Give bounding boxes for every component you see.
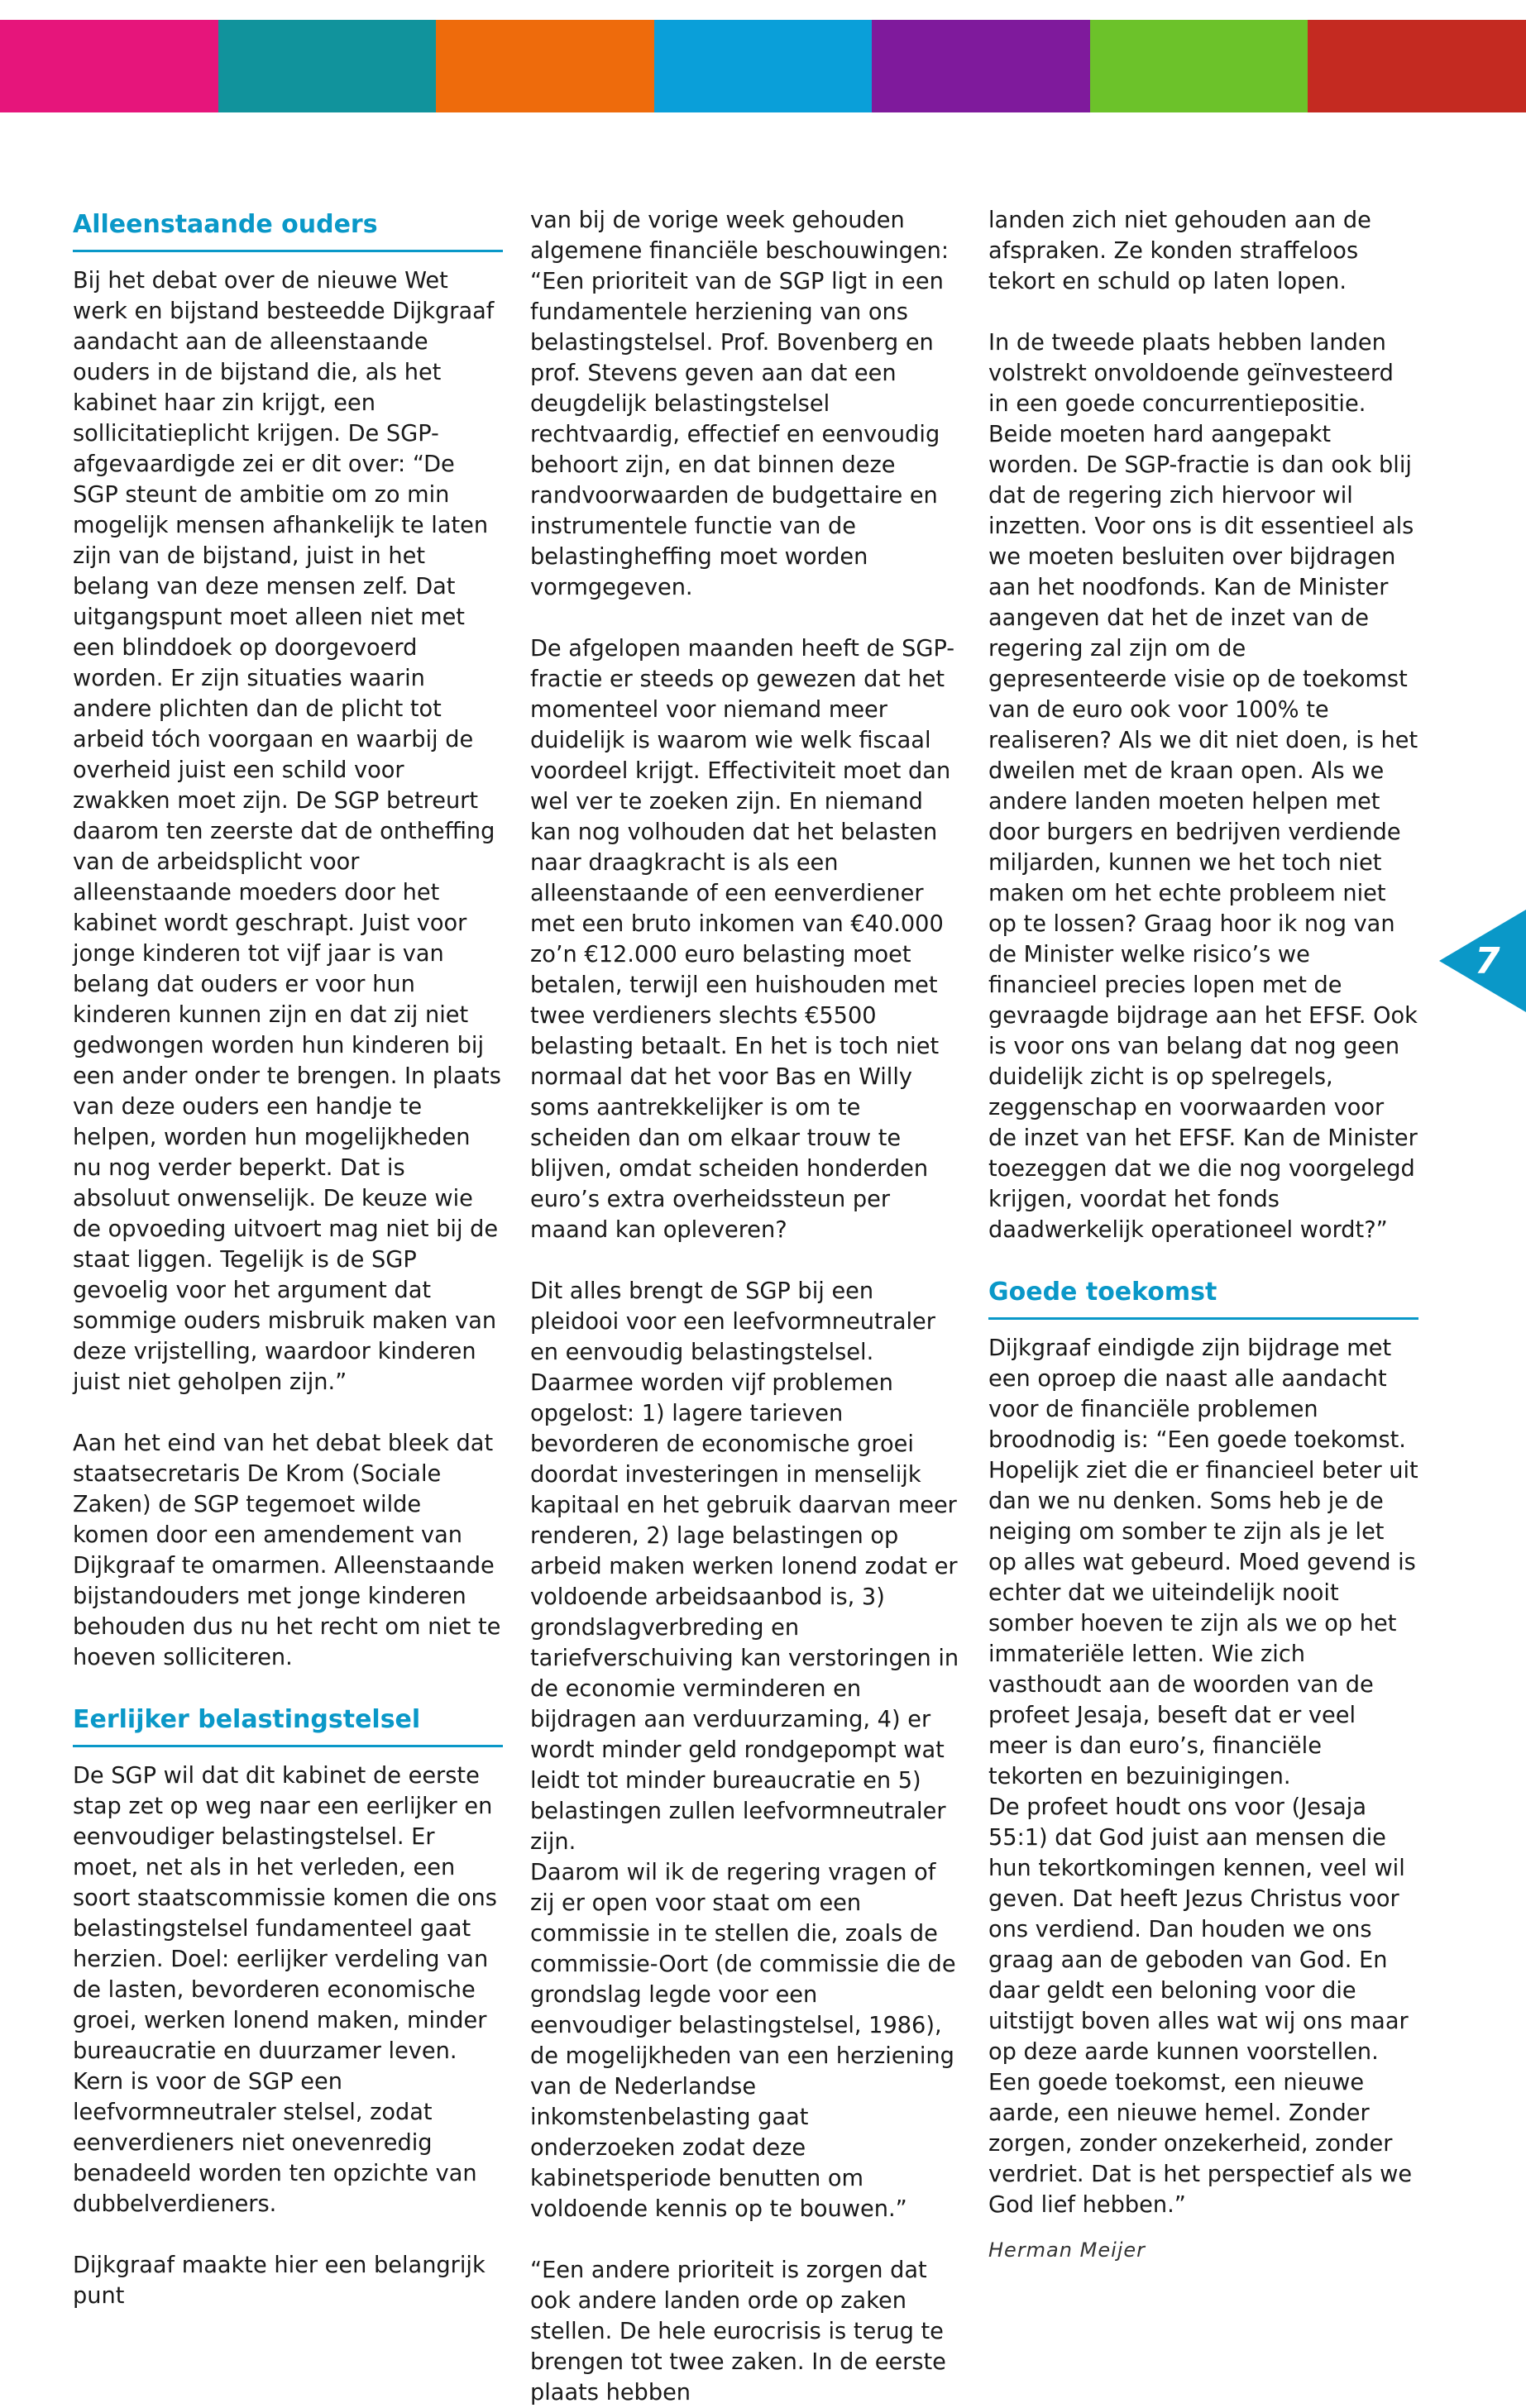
article-column-1	[73, 205, 503, 2311]
page-number: 7	[1475, 940, 1500, 982]
color-segment-purple	[872, 20, 1090, 112]
paragraph: De SGP wil dat dit kabinet de eerste stap zet op weg naar een eerlijker en eenvoudiger belastingstelsel. Er moet, net als in het verleden, een soort staatscommissie komen die ons belastingstelsel fundamenteel gaat herzien. Doel: eerlijker verdeling van de lasten, bevorderen economische groei, werken lonend maken, minder bureaucratie en duurzamer leven. Kern is voor de SGP een leefvormneutraler stelsel, zodat eenverdieners niet onevenredig benadeeld worden ten opzichte van dubbelverdieners.	[73, 1763, 497, 2217]
color-segment-orange	[436, 20, 654, 112]
article-column-3	[988, 205, 1418, 2266]
color-segment-teal	[218, 20, 437, 112]
color-segment-red	[1308, 20, 1526, 112]
top-color-bar	[0, 20, 1526, 112]
paragraph: In de tweede plaats hebben landen volstrekt onvoldoende geïnvesteerd in een goede concurrentiepositie. Beide moeten hard aangepakt worden. De SGP-fractie is dan ook blij dat de regering zich hiervoor wil inzetten. Voor ons is dit essentieel als we moeten besluiten over bijdragen aan het noodfonds. Kan de Minister aangeven dat het de inzet van de regering zal zijn om de gepresenteerde visie op de toekomst van de euro ook voor 100% te realiseren? Als we dit niet doen, is het dweilen met de kraan open. Als we andere landen moeten helpen met door burgers en bedrijven verdiende miljarden, kunnen we het toch niet maken om het echte probleem niet op te lossen? Graag hoor ik nog van de Minister welke risico’s we financieel precies lopen met de gevraagde bijdrage aan het EFSF. Ook is voor ons van belang dat nog geen duidelijk zicht is op spelregels, zeggenschap en voorwaarden voor de inzet van het EFSF. Kan de Minister toezeggen dat we die nog voorgelegd krijgen, voordat het fonds daadwerkelijk operationeel wordt?”	[988, 330, 1418, 1243]
article-column-2	[530, 205, 960, 2408]
paragraph: Aan het eind van het debat bleek dat staatsecretaris De Krom (Sociale Zaken) de SGP tegemoet wilde komen door een amendement van Dijkgraaf te omarmen. Alleenstaande bijstandouders met jonge kinderen behouden dus nu het recht om niet te hoeven solliciteren.	[73, 1431, 501, 1670]
paragraph: Daarom wil ik de regering vragen of zij er open voor staat om een commissie in te stellen die, zoals de commissie-Oort (de commissie die de grondslag legde voor een eenvoudiger belastingstelsel, 1986), de mogelijkheden van een herziening van de Nederlandse inkomstenbelasting gaat onderzoeken zodat deze kabinetsperiode benutten om voldoende kennis op te bouwen.”	[530, 1860, 956, 2222]
paragraph: landen zich niet gehouden aan de afspraken. Ze konden straffeloos tekort en schuld op laten lopen.	[988, 208, 1371, 294]
paragraph: Dijkgraaf eindigde zijn bijdrage met een oproep die naast alle aandacht voor de financiële problemen broodnodig is: “Een goede toekomst. Hopelijk ziet die er financieel beter uit dan we nu denken. Soms heb je de neiging om somber te zijn als je let op alles wat gebeurd. Moed gevend is echter dat we uiteindelijk nooit somber hoeven te zijn als we op het immateriële letten. Wie zich vasthoudt aan de woorden van de profeet Jesaja, beseft dat er veel meer is dan euro’s, financiële tekorten en bezuinigingen.	[988, 1335, 1418, 1789]
paragraph: Bij het debat over de nieuwe Wet werk en bijstand besteedde Dijkgraaf aandacht aan de alleenstaande ouders in de bijstand die, als het kabinet haar zin krijgt, een sollicitatieplicht krijgen. De SGP-afgevaardigde zei er dit over: “De SGP steunt de ambitie om zo min mogelijk mensen afhankelijk te laten zijn van de bijstand, juist in het belang van deze mensen zelf. Dat uitgangspunt moet alleen niet met een blinddoek op doorgevoerd worden. Er zijn situaties waarin andere plichten dan de plicht tot arbeid tóch voorgaan en waarbij de overheid juist een schild voor zwakken moet zijn. De SGP betreurt daarom ten zeerste dat de ontheffing van de arbeidsplicht voor alleenstaande moeders door het kabinet wordt geschrapt. Juist voor jonge kinderen tot vijf jaar is van belang dat ouders er voor hun kinderen kunnen zijn en dat zij niet gedwongen worden hun kinderen bij een ander onder te brengen. In plaats van deze ouders een handje te helpen, worden hun mogelijkheden nu nog verder beperkt. Dat is absoluut onwenselijk. De keuze wie de opvoeding uitvoert mag niet bij de staat liggen. Tegelijk is de SGP gevoelig voor het argument dat sommige ouders misbruik maken van deze vrijstelling, waardoor kinderen juist niet geholpen zijn.”	[73, 268, 501, 1395]
color-segment-magenta	[0, 20, 218, 112]
color-segment-blue	[654, 20, 873, 112]
paragraph: Dit alles brengt de SGP bij een pleidooi voor een leefvormneutraler en eenvoudig belastingstelsel. Daarmee worden vijf problemen opgelost: 1) lagere tarieven bevorderen de economische groei doordat investeringen in menselijk kapitaal en het gebruik daarvan meer renderen, 2) lage belastingen op arbeid maken werken lonend zodat er voldoende arbeidsaanbod is, 3) grondslagverbreding en tariefverschuiving kan verstoringen in de economie verminderen en bijdragen aan verduurzaming, 4) er wordt minder geld rondgepompt wat leidt tot minder bureaucratie en 5) belastingen zullen leefvormneutraler zijn.	[530, 1278, 959, 1855]
section-heading-alleenstaande-ouders: Alleenstaande ouders	[73, 208, 503, 252]
paragraph: De profeet houdt ons voor (Jesaja 55:1) dat God juist aan mensen die hun tekortkomingen kennen, veel wil geven. Dat heeft Jezus Christus voor ons verdiend. Dan houden we ons graag aan de geboden van God. En daar geldt een beloning voor die uitstijgt boven alles wat wij ons maar op deze aarde kunnen voorstellen. Een goede toekomst, een nieuwe aarde, een nieuwe hemel. Zonder zorgen, zonder onzekerheid, zonder verdriet. Dat is het perspectief als we God lief hebben.”	[988, 1794, 1413, 2218]
paragraph: Dijkgraaf maakte hier een belangrijk punt	[73, 2253, 486, 2309]
paragraph: “Een andere prioriteit is zorgen dat ook andere landen orde op zaken stellen. De hele eurocrisis is terug te brengen tot twee zaken. In de eerste plaats hebben	[530, 2258, 946, 2406]
author-name: Herman Meijer	[988, 2238, 1146, 2262]
paragraph: De afgelopen maanden heeft de SGP-fractie er steeds op gewezen dat het momenteel voor niemand meer duidelijk is waarom wie welk fiscaal voordeel krijgt. Effectiviteit moet dan wel ver te zoeken zijn. En niemand kan nog volhouden dat het belasten naar draagkracht is als een alleenstaande of een eenverdiener met een bruto inkomen van €40.000 zo’n €12.000 euro belasting moet betalen, terwijl een huishouden met twee verdieners slechts €5500 belasting betaalt. En het is toch niet normaal dat het voor Bas en Willy soms aantrekkelijker is om te scheiden dan om elkaar trouw te blijven, omdat scheiden honderden euro’s extra overheidssteun per maand kan opleveren?	[530, 636, 955, 1243]
paragraph: van bij de vorige week gehouden algemene financiële beschouwingen: “Een prioriteit van de SGP ligt in een fundamentele herziening van ons belastingstelsel. Prof. Bovenberg en prof. Stevens geven aan dat een deugdelijk belastingstelsel rechtvaardig, effectief en eenvoudig behoort zijn, en dat binnen deze randvoorwaarden de budgettaire en instrumentele functie van de belastingheffing moet worden vormgegeven.	[530, 208, 949, 600]
section-heading-eerlijker-belastingstelsel: Eerlijker belastingstelsel	[73, 1703, 503, 1747]
color-segment-green	[1090, 20, 1308, 112]
section-heading-goede-toekomst: Goede toekomst	[988, 1276, 1418, 1320]
